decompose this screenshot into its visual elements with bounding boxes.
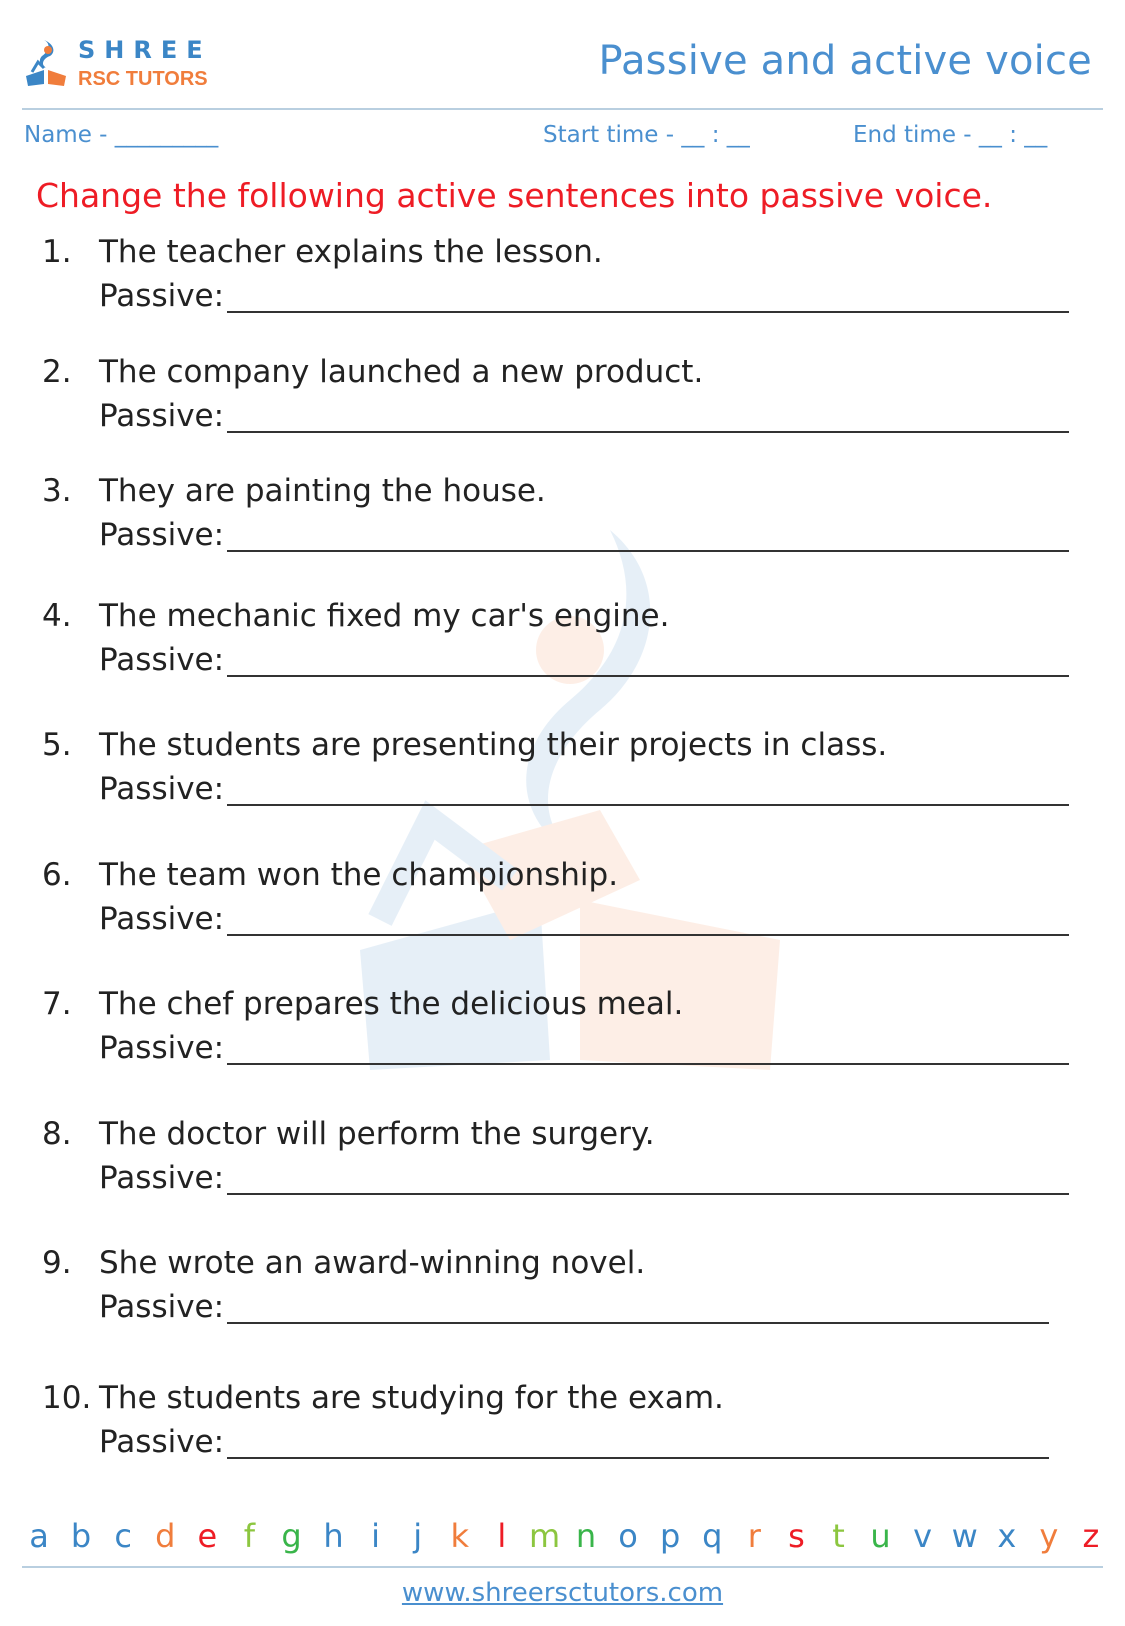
alphabet-letter: y xyxy=(1039,1517,1059,1555)
question-sentence: They are painting the house. xyxy=(99,473,546,509)
logo-text-rsc: RSC TUTORS xyxy=(78,68,208,90)
page-title: Passive and active voice xyxy=(598,38,1092,84)
alphabet-letter: n xyxy=(575,1517,597,1555)
question-sentence: The teacher explains the lesson. xyxy=(99,234,603,270)
alphabet-strip xyxy=(24,1516,1106,1560)
answer-line[interactable] xyxy=(227,804,1069,806)
question-number: 4. xyxy=(42,598,72,634)
question-sentence: The company launched a new product. xyxy=(99,354,704,390)
alphabet-letter: b xyxy=(70,1517,92,1555)
question-item xyxy=(0,1116,1125,1226)
answer-line[interactable] xyxy=(227,1457,1049,1459)
passive-label: Passive: xyxy=(99,1160,225,1196)
passive-label: Passive: xyxy=(99,1289,225,1325)
passive-label: Passive: xyxy=(99,278,225,314)
alphabet-letter: m xyxy=(528,1517,561,1555)
answer-line[interactable] xyxy=(227,550,1069,552)
question-sentence: The team won the championship. xyxy=(99,857,619,893)
question-sentence: The chef prepares the delicious meal. xyxy=(99,986,684,1022)
alphabet-letter: r xyxy=(747,1517,761,1555)
passive-label: Passive: xyxy=(99,642,225,678)
alphabet-letter: a xyxy=(29,1517,49,1555)
alphabet-letter: i xyxy=(371,1517,381,1555)
question-number: 9. xyxy=(42,1245,72,1281)
alphabet-letter: f xyxy=(243,1517,256,1555)
question-number: 1. xyxy=(42,234,72,270)
question-sentence: She wrote an award-winning novel. xyxy=(99,1245,646,1281)
question-item xyxy=(0,598,1125,708)
footer-divider xyxy=(22,1566,1103,1568)
start-time-field[interactable]: Start time - __ : __ xyxy=(543,122,750,148)
alphabet-letter: g xyxy=(281,1517,302,1555)
alphabet-letter: l xyxy=(497,1517,507,1555)
question-sentence: The students are presenting their projects in class. xyxy=(99,727,888,763)
alphabet-letter: x xyxy=(997,1517,1017,1555)
answer-line[interactable] xyxy=(227,431,1069,433)
question-item xyxy=(0,857,1125,967)
question-item xyxy=(0,354,1125,464)
instruction-text: Change the following active sentences into passive voice. xyxy=(36,176,993,215)
question-number: 8. xyxy=(42,1116,72,1152)
passive-label: Passive: xyxy=(99,1424,225,1460)
end-time-field[interactable]: End time - __ : __ xyxy=(853,122,1048,148)
question-item xyxy=(0,986,1125,1096)
alphabet-letter: c xyxy=(114,1517,132,1555)
alphabet-letter: v xyxy=(913,1517,933,1555)
passive-label: Passive: xyxy=(99,398,225,434)
question-number: 10. xyxy=(42,1380,92,1416)
answer-line[interactable] xyxy=(227,934,1069,936)
alphabet-letter: w xyxy=(951,1517,978,1555)
question-item xyxy=(0,234,1125,344)
alphabet-letter: j xyxy=(413,1517,423,1555)
answer-line[interactable] xyxy=(227,1193,1069,1195)
alphabet-letter: z xyxy=(1082,1517,1100,1555)
question-item xyxy=(0,1245,1125,1355)
alphabet-letter: o xyxy=(618,1517,638,1555)
logo-text-shree: SHREE xyxy=(78,36,212,64)
alphabet-letter: k xyxy=(450,1517,470,1555)
website-link[interactable]: www.shreersctutors.com xyxy=(401,1578,724,1608)
alphabet-letter: q xyxy=(702,1517,723,1555)
question-sentence: The students are studying for the exam. xyxy=(99,1380,724,1416)
question-number: 6. xyxy=(42,857,72,893)
question-item xyxy=(0,473,1125,583)
alphabet-letter: t xyxy=(832,1517,845,1555)
answer-line[interactable] xyxy=(227,311,1069,313)
question-number: 3. xyxy=(42,473,72,509)
question-sentence: The doctor will perform the surgery. xyxy=(99,1116,655,1152)
question-number: 2. xyxy=(42,354,72,390)
alphabet-letter: h xyxy=(323,1517,344,1555)
alphabet-letter: e xyxy=(197,1517,218,1555)
answer-line[interactable] xyxy=(227,675,1069,677)
passive-label: Passive: xyxy=(99,771,225,807)
question-item xyxy=(0,727,1125,837)
question-number: 5. xyxy=(42,727,72,763)
alphabet-letter: p xyxy=(660,1517,681,1555)
alphabet-letter: u xyxy=(870,1517,891,1555)
question-number: 7. xyxy=(42,986,72,1022)
alphabet-letter: s xyxy=(788,1517,805,1555)
passive-label: Passive: xyxy=(99,901,225,937)
alphabet-letter: d xyxy=(155,1517,176,1555)
name-field[interactable]: Name - _________ xyxy=(24,122,219,148)
answer-line[interactable] xyxy=(227,1063,1069,1065)
answer-line[interactable] xyxy=(227,1322,1049,1324)
passive-label: Passive: xyxy=(99,1030,225,1066)
question-item xyxy=(0,1380,1125,1490)
question-sentence: The mechanic fixed my car's engine. xyxy=(99,598,670,634)
passive-label: Passive: xyxy=(99,517,225,553)
